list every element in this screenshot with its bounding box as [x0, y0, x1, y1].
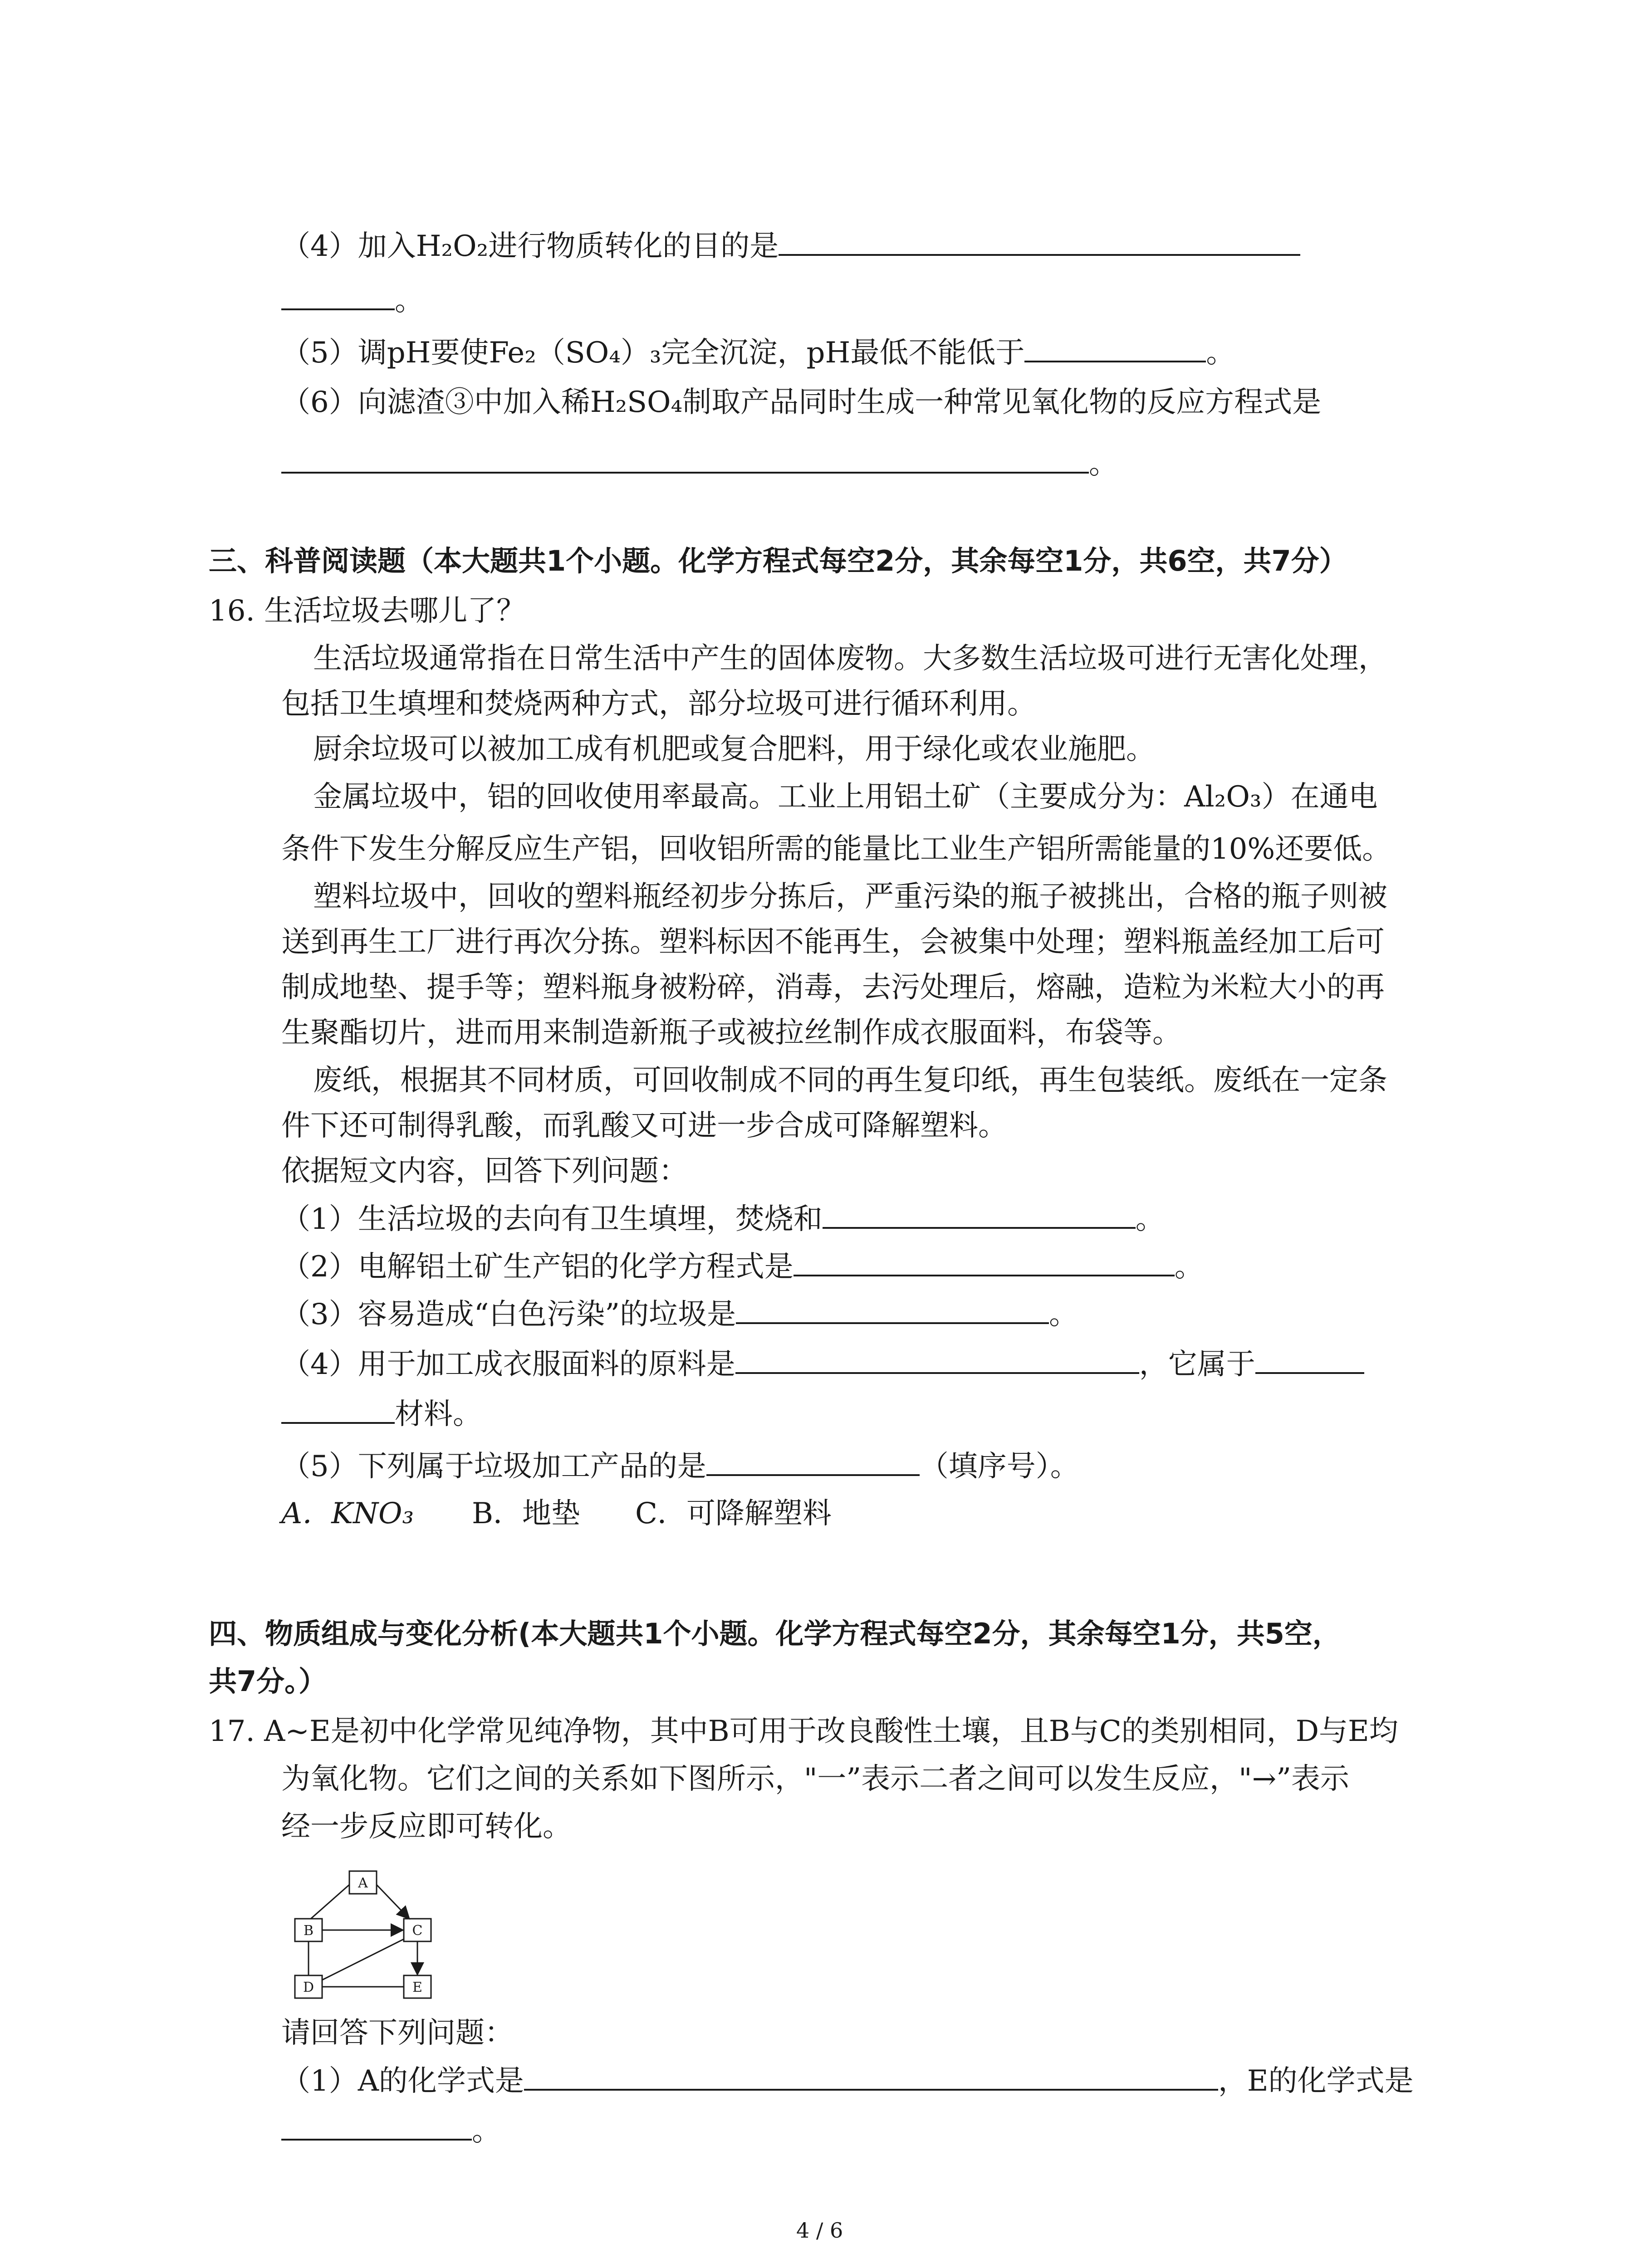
- q17-sub1-cont: 。: [281, 2112, 501, 2150]
- q16-sub3: （3）容易造成“白色污染”的垃圾是 。: [281, 1295, 1078, 1334]
- q17-intro: 为氧化物。它们之间的关系如下图所示，"一”表示二者之间可以发生反应，"→”表示: [281, 1762, 1349, 1796]
- section-4-heading: 共7分。）: [209, 1665, 327, 1698]
- answer-blank[interactable]: [706, 1447, 920, 1476]
- answer-blank[interactable]: [823, 1200, 1136, 1229]
- q16-title: 16. 生活垃圾去哪儿了？: [209, 594, 526, 628]
- q16-para4: 塑料垃圾中，回收的塑料瓶经初步分拣后，严重污染的瓶子被挑出，合格的瓶子则被: [313, 880, 1387, 914]
- q16-para4: 送到再生工厂进行再次分拣。塑料标因不能再生，会被集中处理；塑料瓶盖经加工后可: [281, 925, 1385, 959]
- answer-blank[interactable]: [281, 445, 1089, 474]
- q17-intro: 经一步反应即可转化。: [281, 1810, 572, 1843]
- q16-sub4-cont: 材料。: [281, 1395, 482, 1433]
- q16-para2: 厨余垃圾可以被加工成有机肥或复合肥料，用于绿化或农业施肥。: [313, 733, 1155, 766]
- diagram-link-a-b: [311, 1885, 349, 1919]
- q15-part4: [281, 227, 1300, 265]
- q17-sub1: （1）A的化学式是 ，E的化学式是: [281, 2062, 1414, 2100]
- q16-para5: 件下还可制得乳酸，而乳酸又可进一步合成可降解塑料。: [281, 1109, 1007, 1143]
- diagram-label-c: C: [412, 1923, 423, 1939]
- q16-sub2: （2）电解铝土矿生产铝的化学方程式是 。: [281, 1247, 1204, 1286]
- section-4-heading: 四、物质组成与变化分析(本大题共1个小题。化学方程式每空2分，其余每空1分，共5空，: [209, 1617, 1341, 1650]
- q15-part5: （5）调pH要使Fe₂（SO₄）₃完全沉淀，pH最低不能低于 。: [281, 333, 1235, 372]
- q15-part4-text: （4）加入H₂O₂进行物质转化的目的是: [281, 230, 779, 263]
- diagram-label-d: D: [303, 1980, 314, 1995]
- q16-para1: 包括卫生填埋和焚烧两种方式，部分垃圾可进行循环利用。: [281, 687, 1036, 721]
- q16-para4: 生聚酯切片，进而用来制造新瓶子或被拉丝制作成衣服面料，布袋等。: [281, 1016, 1181, 1050]
- answer-blank[interactable]: [794, 1247, 1175, 1276]
- answer-blank[interactable]: [524, 2062, 1218, 2091]
- q16-para1: 生活垃圾通常指在日常生活中产生的固体废物。大多数生活垃圾可进行无害化处理，: [313, 642, 1387, 675]
- diagram-link-d-c: [322, 1939, 404, 1980]
- q15-part4-cont: 。: [281, 281, 424, 320]
- q15-part6-text: （6）向滤渣③中加入稀H₂SO₄制取产品同时生成一种常见氧化物的反应方程式是: [281, 386, 1322, 419]
- q16-option-b[interactable]: B．地垫: [472, 1497, 581, 1530]
- q15-part6-cont: 。: [281, 445, 1118, 483]
- answer-blank[interactable]: [736, 1295, 1049, 1324]
- q16-para5: 废纸，根据其不同材质，可回收制成不同的再生复印纸，再生包装纸。废纸在一定条: [313, 1064, 1387, 1097]
- q16-para4: 制成地垫、提手等；塑料瓶身被粉碎，消毒，去污处理后，熔融，造粒为米粒大小的再: [281, 971, 1385, 1004]
- q16-para3: 金属垃圾中，铝的回收使用率最高。工业上用铝土矿（主要成分为：Al₂O₃）在通电: [313, 780, 1378, 814]
- diagram-label-a: A: [358, 1875, 368, 1891]
- q16-sub5: （5）下列属于垃圾加工产品的是 （填序号）。: [281, 1447, 1079, 1486]
- relationship-diagram: [290, 1867, 445, 2003]
- page-number: 4 / 6: [796, 2218, 843, 2243]
- answer-blank[interactable]: [1255, 1345, 1364, 1374]
- q15-part5-text: （5）调pH要使Fe₂（SO₄）₃完全沉淀，pH最低不能低于: [281, 336, 1025, 370]
- q17-prompt: 请回答下列问题：: [281, 2016, 514, 2050]
- q17-intro: 17. A~E是初中化学常见纯净物，其中B可用于改良酸性土壤，且B与C的类别相同，D与E均: [209, 1715, 1398, 1748]
- q16-para3: 条件下发生分解反应生产铝，回收铝所需的能量比工业生产铝所需能量的10%还要低。: [281, 832, 1391, 866]
- diagram-arrow-a-c: [377, 1885, 409, 1919]
- answer-blank[interactable]: [281, 2112, 472, 2141]
- answer-blank[interactable]: [1024, 333, 1206, 362]
- q16-sub4: （4）用于加工成衣服面料的原料是 ，它属于: [281, 1345, 1364, 1383]
- q15-part6: [281, 383, 1321, 421]
- q16-prompt: 依据短文内容，回答下列问题：: [281, 1154, 688, 1188]
- answer-blank[interactable]: [281, 1395, 395, 1424]
- section-3-heading: 三、科普阅读题（本大题共1个小题。化学方程式每空2分，其余每空1分，共6空，共7分）: [209, 544, 1347, 577]
- diagram-label-e: E: [412, 1980, 422, 1995]
- q16-option-a[interactable]: A．KNO₃: [281, 1497, 414, 1530]
- q16-option-c[interactable]: C．可降解塑料: [635, 1497, 832, 1530]
- answer-blank[interactable]: [281, 281, 395, 310]
- answer-blank[interactable]: [779, 227, 1300, 256]
- q16-sub1: （1）生活垃圾的去向有卫生填埋，焚烧和 。: [281, 1200, 1165, 1238]
- diagram-label-b: B: [303, 1923, 314, 1939]
- answer-blank[interactable]: [735, 1345, 1139, 1374]
